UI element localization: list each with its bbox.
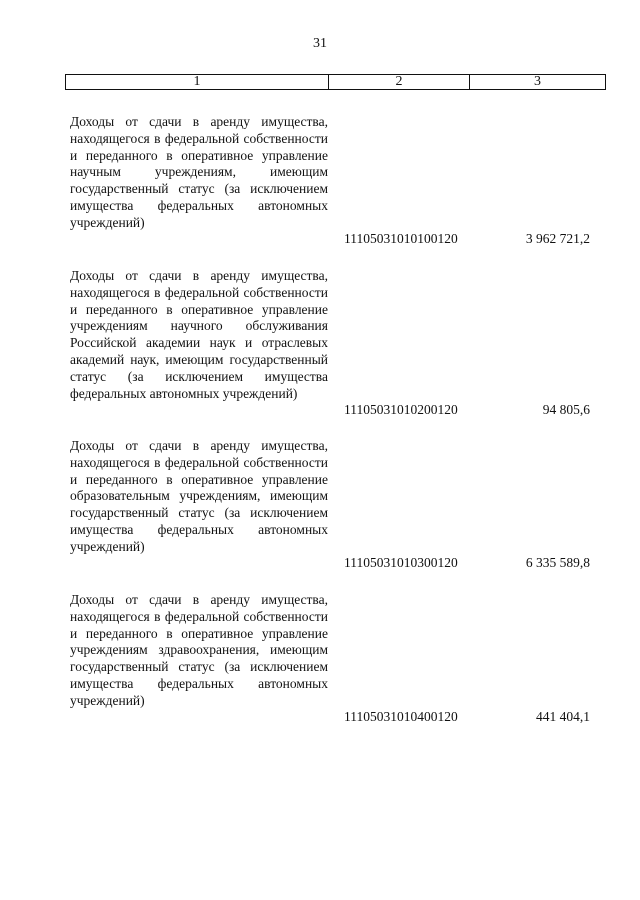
row-code: 11105031010200120 bbox=[344, 402, 458, 418]
row-amount: 94 805,6 bbox=[542, 402, 590, 418]
row-description: Доходы от сдачи в аренду имущества, находящегося в федеральной собственности и переданного в оперативное управление образовательным учреждениям, имеющим государственный статус (за исключением имущества федеральных автономных учреждений) bbox=[70, 438, 328, 554]
column-header-2: 2 bbox=[329, 75, 470, 90]
row-amount: 6 335 589,8 bbox=[525, 555, 590, 571]
table-row bbox=[70, 438, 606, 572]
page-number: 31 bbox=[313, 36, 327, 51]
row-code: 11105031010100120 bbox=[344, 231, 458, 247]
table-row bbox=[70, 114, 606, 248]
table-row bbox=[70, 592, 606, 726]
column-header-table bbox=[65, 74, 606, 90]
row-amount: 441 404,1 bbox=[536, 709, 590, 725]
row-code: 11105031010400120 bbox=[344, 709, 458, 725]
row-code: 11105031010300120 bbox=[344, 555, 458, 571]
row-description: Доходы от сдачи в аренду имущества, находящегося в федеральной собственности и переданного в оперативное управление научным учреждениям, имеющим государственный статус (за исключением имущества федеральных автономных учреждений) bbox=[70, 114, 328, 230]
row-description: Доходы от сдачи в аренду имущества, находящегося в федеральной собственности и переданного в оперативное управление учреждениям здравоохранения, имеющим государственный статус (за исключением имущества федеральных автономных учреждений) bbox=[70, 592, 328, 708]
column-header-3: 3 bbox=[470, 75, 606, 90]
row-amount: 3 962 721,2 bbox=[525, 231, 590, 247]
column-header-1: 1 bbox=[66, 75, 329, 90]
row-description: Доходы от сдачи в аренду имущества, находящегося в федеральной собственности и переданного в оперативное управление учреждениям научного обслуживания Российской академии наук и отраслевых академий наук, имеющим государственный статус (за исключением имущества федеральных автономных учреждений) bbox=[70, 268, 328, 401]
table-row bbox=[70, 268, 606, 419]
